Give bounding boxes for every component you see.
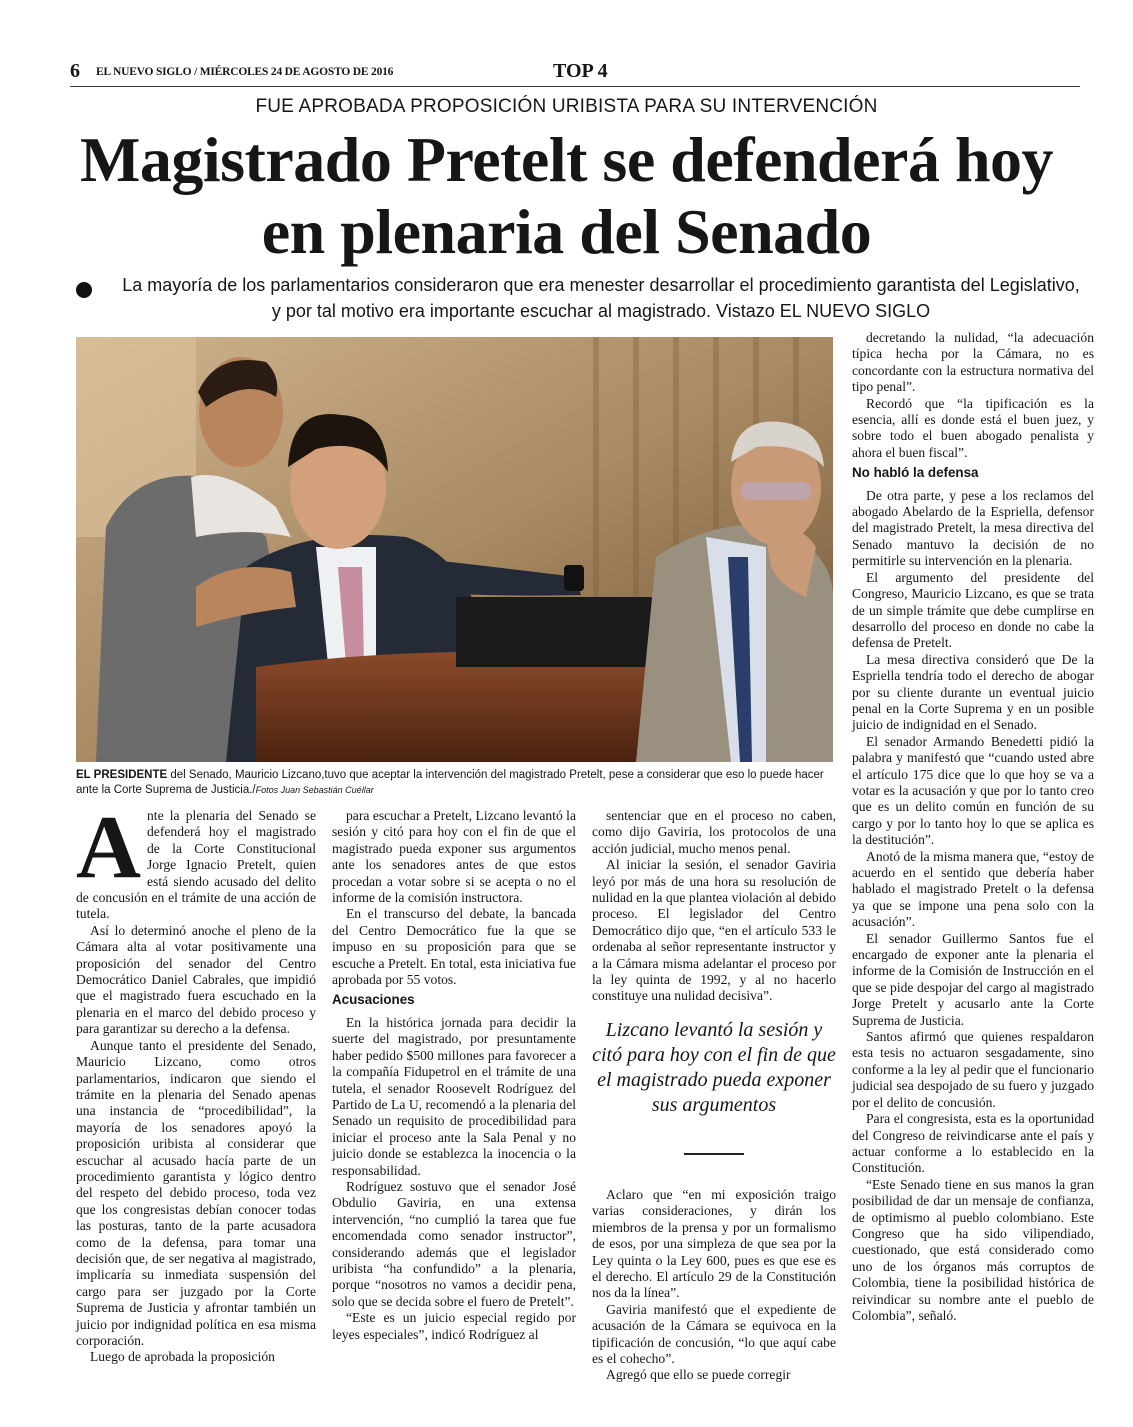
paragraph: “Este es un juicio especial regido por leyes especiales”, indicó Rodríguez al: [332, 1310, 576, 1342]
paragraph: El argumento del presidente del Congreso, Mauricio Lizcano, es que se trata de un simple trámite que debe cumplirse en desarrollo del proceso en donde no cabe la defensa de Pretelt.: [852, 569, 1094, 651]
paragraph: para escuchar a Pretelt, Lizcano levantó la sesión y citó para hoy con el fin de que el magistrado pueda exponer sus argumentos ante los senadores antes de que estos procedan a votar sobre si se acepta o no el informe de la comisión instructora.: [332, 808, 576, 906]
paragraph: Aclaro que “en mi exposición traigo varias consideraciones, y dirán los miembros de la prensa y por un formalismo de esos, por una simpleza de que sea por la Ley quinta o la Ley 600, pues es que ese es el derecho. El artículo 29 de la Constitución nos da la línea”.: [592, 1187, 836, 1301]
lead-text: [106, 272, 1096, 324]
paragraph: Santos afirmó que quienes respaldaron esta tesis no actuaron sesgadamente, sino conforme a la ley al pedir que el funcionario judicial sea despojado de su fuero y juzgado por el delito de concusión.: [852, 1029, 1094, 1110]
pull-quote-rule: [684, 1153, 744, 1155]
subheading-acusaciones: Acusaciones: [332, 992, 415, 1008]
paragraph: “Este Senado tiene en sus manos la gran posibilidad de dar un mensaje de confianza, de optimismo al pueblo colombiano. Este Congreso que ha sido vilipendiado, cuestionado, que está considerado como uno de los órganos más corruptos de Colombia, tiene la posibilidad histórica de reivindicar su nombre ante el pueblo de Colombia”, señaló.: [852, 1176, 1094, 1323]
article-column-4: [852, 330, 1094, 1324]
photo-credit: Fotos Juan Sebastián Cuéllar: [255, 785, 374, 795]
paragraph: Rodríguez sostuvo que el senador José Obdulio Gaviria, en una extensa intervención, “no cumplió la tarea que fue encomendada como senador instructor”, considerando además que el legislador uribista “ha confundido” a la plenaria, porque “nosotros no vamos a decidir pena, solo que se decida sobre el fuero de Pretelt”.: [332, 1178, 576, 1309]
pull-quote: Lizcano levantó la sesión y citó para hoy con el fin de que el magistrado pueda exponer sus argumentos: [592, 1019, 836, 1116]
caption-lead: EL PRESIDENTE: [76, 769, 168, 781]
paragraph: La mesa directiva consideró que De la Espriella tendría todo el derecho de abogar por su cliente durante un eventual juicio penal en la Corte Suprema y en un posible juicio de indignidad en el Senado.: [852, 651, 1094, 733]
paragraph: De otra parte, y pese a los reclamos del abogado Abelardo de la Espriella, defensor del magistrado Pretelt, la mesa directiva del Senado mantuvo la decisión de no permitirle su intervención en la plenaria.: [852, 487, 1094, 569]
paragraph: En el transcurso del debate, la bancada del Centro Democrático fue la que se impuso en su proposición para que se escuche a Pretelt. En total, esta iniciativa fue aprobada por 55 votos.: [332, 906, 576, 988]
paper-date-line: EL NUEVO SIGLO / MIÉRCOLES 24 DE AGOSTO DE 2016: [96, 66, 394, 78]
paragraph: Agregó que ello se puede corregir: [606, 1367, 791, 1383]
lead-line-1: La mayoría de los parlamentarios consideraron que era menester desarrollar el procedimiento garantista del Legislativo,: [122, 275, 1080, 295]
paragraph: Así lo determinó anoche el pleno de la Cámara alta al votar positivamente una proposición del senador del Centro Democrático Daniel Cabrales, que impidió que el magistrado fuera escuchado en la plenaria en el marco del debido proceso y para garantizar su derecho a la defensa.: [76, 922, 316, 1037]
paragraph: Gaviria manifestó que el expediente de acusación de la Cámara se equivoca en la tipificación de concusión, “lo que aquí cabe es el cohecho”.: [592, 1301, 836, 1367]
senate-photo-illustration: [76, 337, 833, 762]
article-column-3: [592, 808, 836, 1005]
paragraph: Para el congresista, esta es la oportunidad del Congreso de reivindicarse ante el país y actuar conforme a lo establecido en la Constitución.: [852, 1111, 1094, 1176]
photo-caption: [76, 768, 833, 798]
paragraph: Luego de aprobada la proposición: [90, 1349, 275, 1365]
headline: [0, 124, 1133, 268]
paragraph: Anotó de la misma manera que, “estoy de acuerdo en el sentido que debería haber hablado el magistrado Pretelt o la defensa ya que se impone una pena solo con la acusación”.: [852, 848, 1094, 930]
article-column-2: [332, 808, 576, 1343]
paragraph: El senador Guillermo Santos fue el encargado de exponer ante la plenaria el informe de la Comisión de Instrucción en el que se pide despojar del cargo al magistrado Jorge Pretelt y acusarlo ante la Corte Suprema de Justicia.: [852, 930, 1094, 1028]
page-number: 6: [70, 60, 80, 82]
paragraph: Aunque tanto el presidente del Senado, Mauricio Lizcano, como otros parlamentarios, indicaron que siendo el trámite en la plenaria del Senado apenas una instancia de “procedibilidad”, la mayoría de los senadores apoyó la proposición uribista al considerar que escuchar al acusado hacía parte de un procedimiento garantista y lógico dentro del respeto del debido proceso, toda vez que los congresistas debían conocer todas las posturas, tanto de la parte acusadora como de la defensa, para tomar una decisión que, de ser negativa al magistrado, implicaría su inmediata suspensión del cargo para ser juzgado por la Corte Suprema de Justicia y afrontar también un juicio por indignidad política en esa misma corporación.: [76, 1037, 316, 1348]
article-column-1: [76, 798, 316, 1366]
paragraph: decretando la nulidad, “la adecuación típica hecha por la Cámara, no es concordante con la estructura normativa del tipo penal”.: [852, 330, 1094, 395]
kicker: FUE APROBADA PROPOSICIÓN URIBISTA PARA SU INTERVENCIÓN: [255, 96, 878, 117]
paragraph: Al iniciar la sesión, el senador Gaviria leyó por más de una hora su resolución de nulidad en la que plantea violación al debido proceso. El legislador del Centro Democrático dijo que, “en el artículo 533 le ordenaba al señor representante instructor y a la Cámara misma adelantar el proceso por la ley quinta de 1992, y al no hacerlo constituye una nulidad decisiva”.: [592, 857, 836, 1004]
paragraph: El senador Armando Benedetti pidió la palabra y manifestó que “cuando usted abre el artículo 175 dice que lo que hoy se va a votar es la acusación y que por lo tanto creo que es un delito común en función de su cargo y por lo tanto hoy lo que se aplica es la destitución”.: [852, 733, 1094, 848]
paragraph-text: nte la plenaria del Senado se defenderá hoy el magistrado de la Corte Constitucional Jorge Ignacio Pretelt, quien está siendo acusado del delito de concusión en el trámite de una acción de tutela.: [76, 808, 316, 922]
paragraph: [76, 798, 316, 923]
paragraph: En la histórica jornada para decidir la suerte del magistrado, por presuntamente haber pedido $500 millones para favorecer a la compañía Fidupetrol en el trámite de una tutela, el senador Roosevelt Rodríguez del Partido de La U, recomendó a la plenaria del Senado un requisito de procedibilidad para iniciar el proceso ante la Sala Penal y no juicio donde se establezca la inocencia o la responsabilidad.: [332, 1014, 576, 1178]
page-header: [70, 60, 1080, 84]
section-label: TOP 4: [553, 60, 608, 82]
header-rule: [70, 86, 1080, 87]
headline-line-2: en plenaria del Senado: [261, 196, 872, 267]
paragraph: Recordó que “la tipificación es la esencia, allí es donde está el buen juez, y sobre todo el buen abogado penalista y ahora el buen fiscal”.: [852, 395, 1094, 460]
drop-cap: A: [76, 798, 141, 897]
news-photo: [76, 337, 833, 762]
subheading-no-hablo-la-defensa: No habló la defensa: [852, 465, 979, 481]
paragraph: sentenciar que en el proceso no caben, como dijo Gaviria, los protocolos de una acción judicial, mucho menos penal.: [592, 808, 836, 856]
article-column-3-continued: [592, 1187, 836, 1384]
lead-line-2: y por tal motivo era importante escuchar al magistrado. Vistazo EL NUEVO SIGLO: [271, 301, 931, 321]
bullet-icon: [76, 282, 92, 298]
headline-line-1: Magistrado Pretelt se defenderá hoy: [79, 124, 1054, 195]
caption-text: del Senado, Mauricio Lizcano,tuvo que aceptar la intervención del magistrado Pretelt, pese a considerar que eso lo puede hacer ante la Corte Suprema de Justicia./: [76, 769, 824, 796]
